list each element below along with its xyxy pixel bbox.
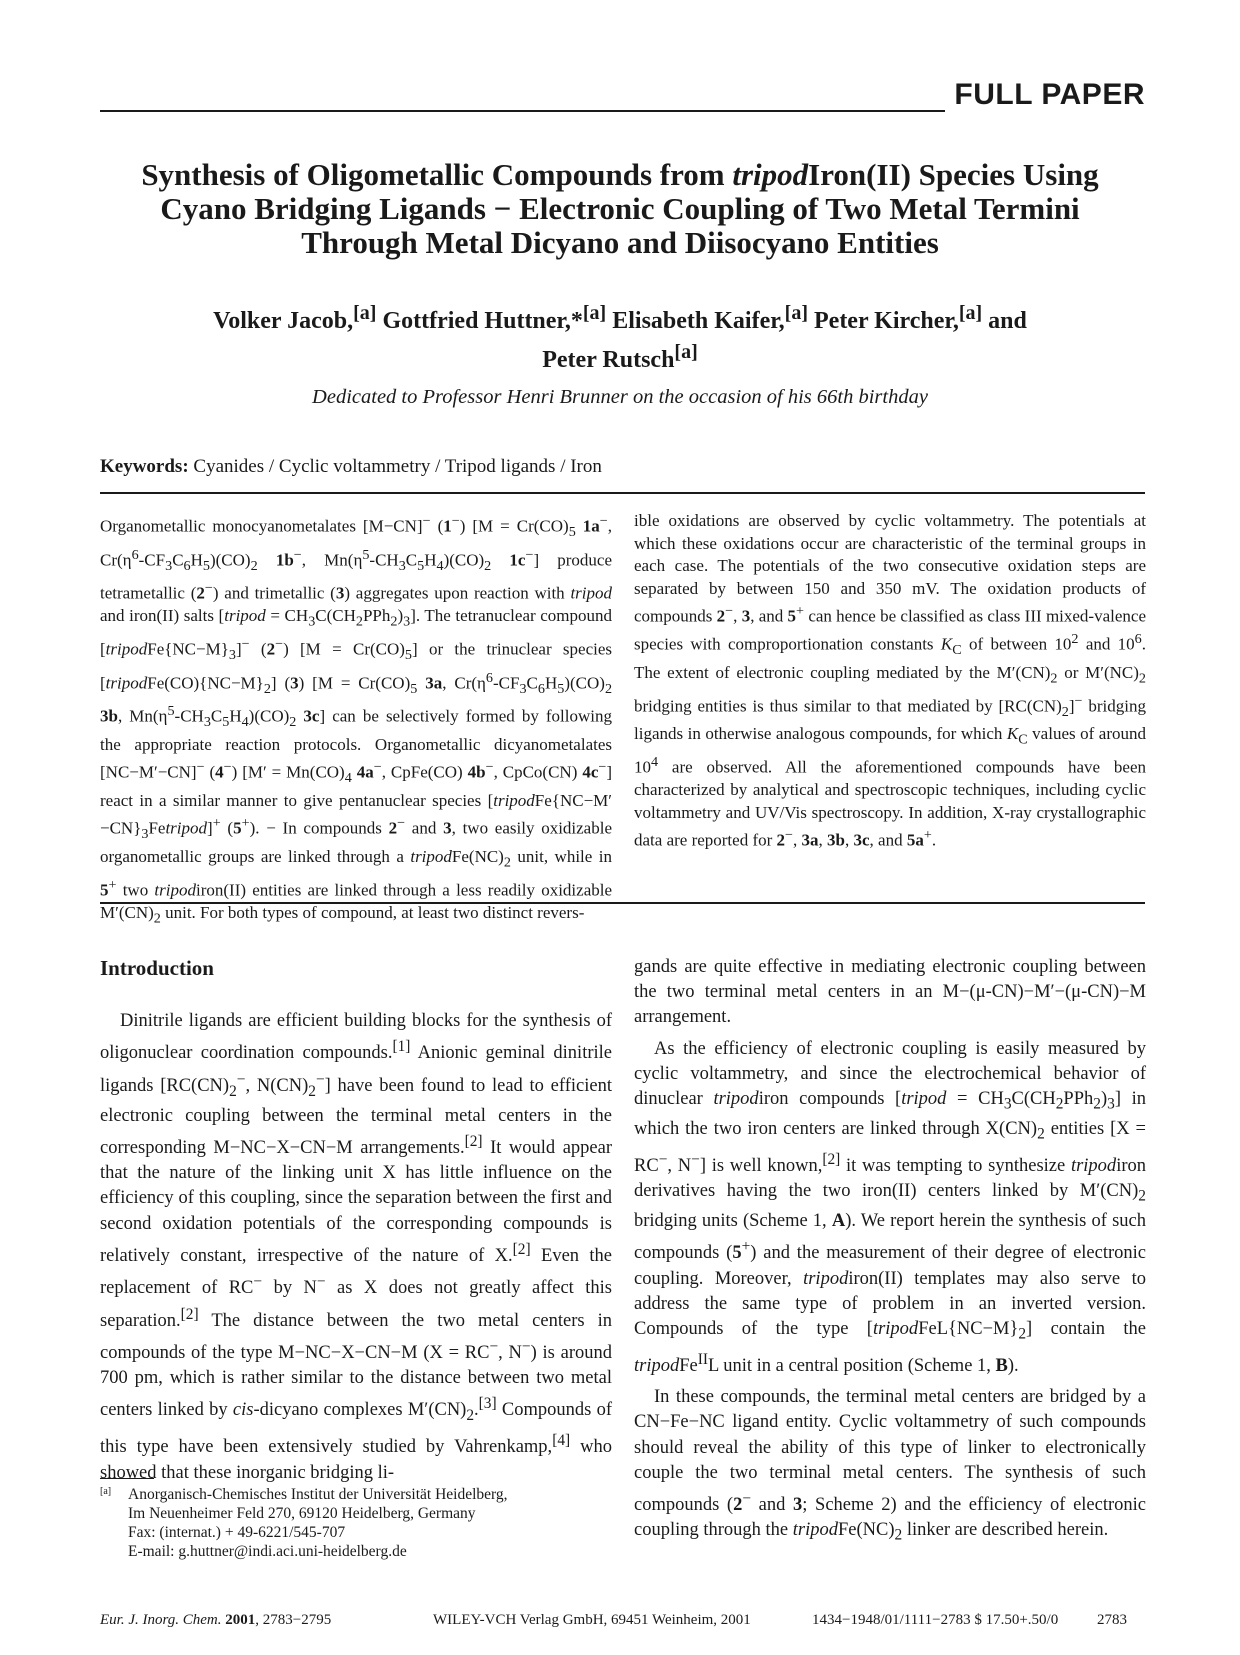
affiliation-footnote	[100, 1485, 620, 1561]
page-number: 2783	[1097, 1612, 1127, 1628]
author-list: Volker Jacob,[a] Gottfried Huttner,*[a] Elisabeth Kaifer,[a] Peter Kircher,[a] and Peter Rutsch[a]	[213, 302, 1027, 373]
footnote-email: E-mail: g.huttner@indi.aci.uni-heidelberg.de	[128, 1543, 407, 1560]
header-rule	[100, 110, 945, 112]
intro-col-1	[100, 1009, 612, 1486]
keywords: Keywords: Cyanides / Cyclic voltammetry / Tripod ligands / Iron	[100, 456, 602, 477]
footer-publisher: WILEY-VCH Verlag GmbH, 69451 Weinheim, 2001	[433, 1612, 751, 1628]
dedication: Dedicated to Professor Henri Brunner on the occasion of his 66th birthday	[312, 386, 928, 408]
footnote-line-2: Im Neuenheimer Feld 270, 69120 Heidelberg, Germany	[128, 1505, 476, 1522]
paper-title: Synthesis of Oligometallic Compounds from tripodIron(II) Species Using Cyano Bridging Ligands − Electronic Coupling of Two Metal Termini Through Metal Dicyano and Diisocyano Entities	[141, 157, 1099, 260]
intro-paragraph-1: Dinitrile ligands are efficient building blocks for the synthesis of oligonuclear coordination compounds.[1] Anionic geminal dinitrile ligands [$RC(CN)_2^-$, $N(CN)_2^-$] have been found to lead to efficient electronic coupling between the terminal metal centers in the corresponding M−NC−X−CN−M arrangements.[2] It would appear that the nature of the linking unit X has little influence on the efficiency of this coupling, since the separation between the first and second oxidation potentials of the corresponding compounds is relatively constant, irrespective of the nature of X.[2] Even the replacement of RC− by N− as X does not greatly affect this separation.[2] The distance between the two metal centers in compounds of the type M−NC−X−CN−M (X = RC−, N−) is around 700 pm, which is rather similar to the distance between two metal centers linked by cis-dicyano complexes $M'(CN)_2.[3]$ Compounds of this type have been extensively studied by Vahrenkamp,[4] who showed that these inorganic bridging li-	[100, 1011, 613, 1483]
abstract-col-2: ible oxidations are observed by cyclic voltammetry. The potentials at which these oxidations occur are characteristic of the terminal groups in each case. The potentials of the two consecutive oxidation steps are separated by between 150 and 350 mV. The oxidation products of compounds 2−, 3, and 5+ can hence be classified as class III mixed-valence species with comproportionation constants $K_C$ of between $10^2$ and $10^6$. The extent of electronic coupling mediated by the $M'(CN)_2$ or $M'(NC)_2$ bridging entities is thus similar to that mediated by $[RC(CN)_2]^-$ bridging ligands in otherwise analogous compounds, for which $K_C$ values of around $10^4$ are observed. All the aforementioned compounds have been characterized by analytical and spectroscopic techniques, including cyclic voltammetry and UV/Vis spectroscopy. In addition, X-ray crystallographic data are reported for 2−, 3a, 3b, 3c, and 5a+.	[634, 511, 1146, 850]
abstract-col-1: Organometallic monocyanometalates [M−CN]− (1−) [$M = Cr(CO)_5$ 1a−, $Cr(\eta^6-CF_3C_6H_5)(CO)_2$ 1b−, $Mn(\eta^5-CH_3C_5H_4)(CO)_2$ 1c−] produce tetrametallic (2−) and trimetallic (3) aggregates upon reaction with tripod and iron(II) salts [tripod = $CH_3C(CH_2PPh_2)_3$]. The tetranuclear compound $[tripodFe\{NC-M\}_3]^-$ (2−) $[M = Cr(CO)_5]$ or the trinuclear species $[tripodFe(CO)\{NC-M\}_2]$ (3) [$M = Cr(CO)_5$ 3a, $Cr(\eta^6-CF_3C_6H_5)(CO)_2$ 3b, $Mn(\eta^5-CH_3C_5H_4)(CO)_2$ 3c] can be selectively formed by following the appropriate reaction protocols. Organometallic dicyanometalates [NC−M′−CN]− (4−) [$M' = Mn(CO)_4$ 4a−, CpFe(CO) 4b−, CpCo(CN) 4c−] react in a similar manner to give pentanuclear species $[tripodFe\{NC-M'-CN\}_3Fetripod]^+$ (5+). − In compounds 2− and 3, two easily oxidizable organometallic groups are linked through a $tripodFe(NC)_2$ unit, while in 5+ two tripodiron(II) entities are linked through a less readily oxidizable $M'(CN)_2$ unit. For both types of compound, at least two distinct revers-	[100, 513, 613, 927]
footnote-line-1: Anorganisch-Chemisches Institut der Universität Heidelberg,	[128, 1486, 508, 1503]
rule-top	[100, 492, 1145, 494]
footnote-rule	[100, 1478, 154, 1479]
intro-paragraph-3: In these compounds, the terminal metal centers are bridged by a CN−Fe−NC ligand entity. Cyclic voltammetry of such compounds should reveal the ability of this type of linker to electronically couple the two terminal metal centers. The synthesis of such compounds (2− and 3; Scheme 2) and the efficiency of electronic coupling through the $tripodFe(NC)_2$ linker are described herein.	[634, 1387, 1147, 1545]
intro-paragraph-1-continued: gands are quite effective in mediating electronic coupling between the two terminal metal centers in an M−(μ-CN)−M′−(μ-CN)−M arrangement.	[634, 957, 1146, 1028]
footer-issn: 1434−1948/01/1111−2783 $ 17.50+.50/0	[812, 1612, 1059, 1628]
rule-bottom	[100, 902, 1145, 904]
footer-citation: Eur. J. Inorg. Chem. 2001, 2783−2795	[100, 1612, 332, 1628]
intro-paragraph-2: As the efficiency of electronic coupling is easily measured by cyclic voltammetry, and since the electrochemical behavior of dinuclear tripodiron compounds [tripod = $CH_3C(CH_2PPh_2)_3$] in which the two iron centers are linked through $X(CN)_2$ entities [X = RC−, N−] is well known,[2] it was tempting to synthesize tripodiron derivatives having the two iron(II) centers linked by $M'(CN)_2$ bridging units (Scheme 1, A). We report herein the synthesis of such compounds (5+) and the measurement of their degree of electronic coupling. Moreover, tripodiron(II) templates may also serve to address the same type of problem in an inverted version. Compounds of the type $[tripodFeL\{NC-M\}_2]$ contain the tripodFe$^{II}$L unit in a central position (Scheme 1, B).	[634, 1038, 1147, 1377]
section-label: FULL PAPER	[954, 78, 1145, 111]
intro-col-2	[634, 955, 1146, 1548]
footnote-marker: [a]	[100, 1486, 112, 1497]
section-heading-introduction: Introduction	[100, 956, 214, 980]
footnote-line-3: Fax: (internat.) + 49-6221/545-707	[128, 1524, 346, 1541]
